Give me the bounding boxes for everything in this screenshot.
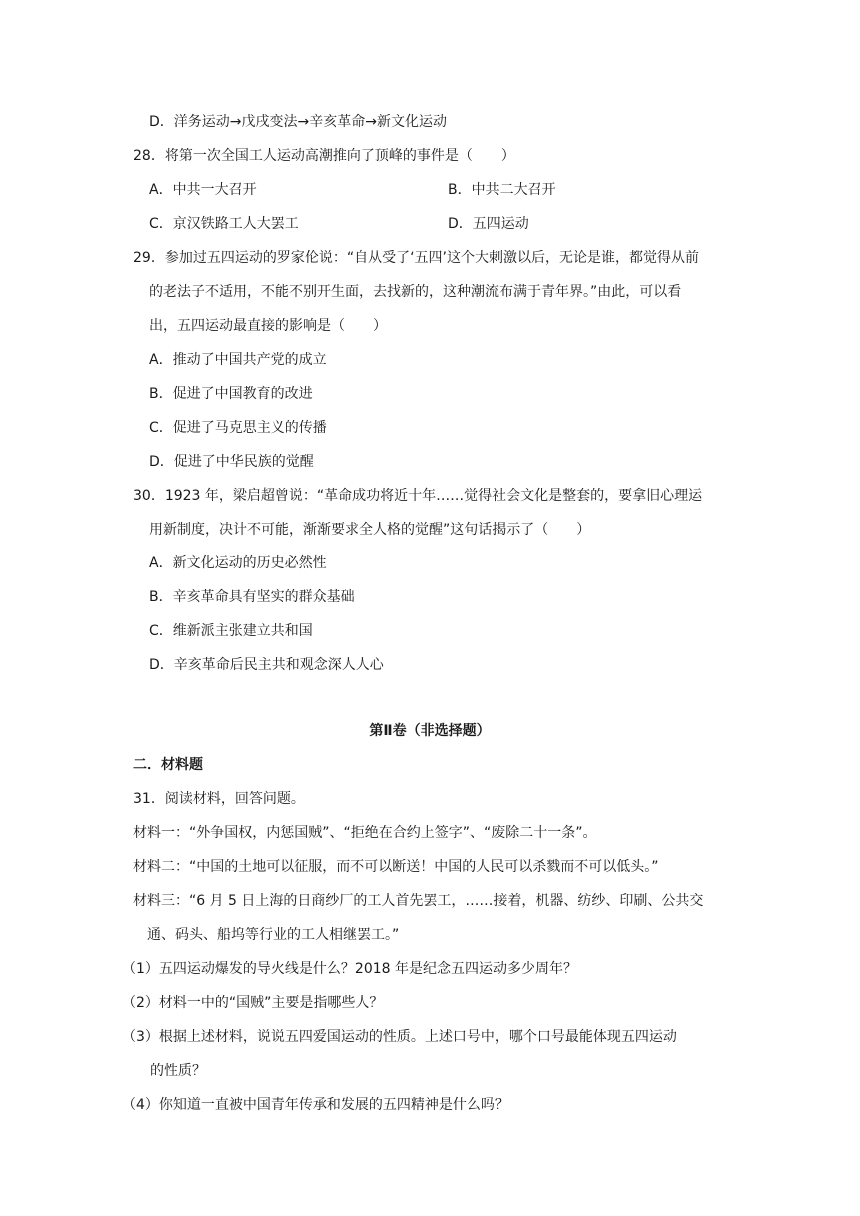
q30-option-b: B．辛亥革命具有坚实的群众基础 (149, 589, 355, 605)
q31-material-3: 材料三：“6 月 5 日上海的日商纱厂的工人首先罢工，……接着，机器、纺纱、印刷、公共交 (133, 893, 704, 909)
q30-stem-line-2: 用新制度，决计不可能，渐渐要求全人格的觉醒”这句话揭示了（ ） (149, 522, 591, 538)
q30-stem-line-1: 30．1923 年，梁启超曾说：“革命成功将近十年……觉得社会文化是整套的，要拿旧心理运 (133, 488, 703, 504)
q31-material-3-cont: 通、码头、船坞等行业的工人相继罢工。” (147, 927, 400, 943)
q30-option-c: C．维新派主张建立共和国 (149, 623, 313, 639)
q29-stem-line-3: 出，五四运动最直接的影响是（ ） (149, 318, 387, 334)
q31-sub-1: （1）五四运动爆发的导火线是什么？2018 年是纪念五四运动多少周年？ (122, 961, 577, 977)
q29-stem-line-2: 的老法子不适用，不能不别开生面，去找新的，这种潮流布满于青年界。”由此，可以看 (149, 284, 682, 300)
q31-material-1: 材料一：“外争国权，内惩国贼”、“拒绝在合约上签字”、“废除二十一条”。 (133, 825, 597, 841)
q28-option-c: C．京汉铁路工人大罢工 (149, 216, 299, 232)
q28-option-d: D．五四运动 (448, 216, 529, 232)
q29-option-c: C．促进了马克思主义的传播 (149, 420, 327, 436)
q27-option-d: D．洋务运动→戊戌变法→辛亥革命→新文化运动 (149, 114, 447, 130)
q28-option-a: A．中共一大召开 (149, 182, 257, 198)
q31-sub-2: （2）材料一中的“国贼”主要是指哪些人？ (122, 995, 384, 1011)
q31-material-2: 材料二：“中国的土地可以征服，而不可以断送！中国的人民可以杀戮而不可以低头。” (133, 859, 659, 875)
section-2-title: 第Ⅱ卷（非选择题） (369, 723, 491, 739)
part-2-heading: 二．材料题 (133, 757, 203, 773)
q28-option-b: B．中共二大召开 (448, 182, 556, 198)
q31-sub-4: （4）你知道一直被中国青年传承和发展的五四精神是什么吗？ (122, 1097, 509, 1113)
q31-sub-3: （3）根据上述材料，说说五四爱国运动的性质。上述口号中，哪个口号最能体现五四运动 (122, 1029, 677, 1045)
q29-stem-line-1: 29．参加过五四运动的罗家伦说：“自从受了‘五四’这个大刺激以后，无论是谁，都觉得从前 (133, 250, 699, 266)
q30-option-a: A．新文化运动的历史必然性 (149, 555, 327, 571)
q29-option-b: B．促进了中国教育的改进 (149, 386, 313, 402)
q31-stem: 31．阅读材料，回答问题。 (133, 791, 305, 807)
q29-option-a: A．推动了中国共产党的成立 (149, 352, 327, 368)
q30-option-d: D．辛亥革命后民主共和观念深人人心 (149, 657, 384, 673)
q29-option-d: D．促进了中华民族的觉醒 (149, 454, 314, 470)
q31-sub-3-cont: 的性质？ (150, 1063, 206, 1079)
q28-stem: 28．将第一次全国工人运动高潮推向了顶峰的事件是（ ） (133, 148, 515, 164)
